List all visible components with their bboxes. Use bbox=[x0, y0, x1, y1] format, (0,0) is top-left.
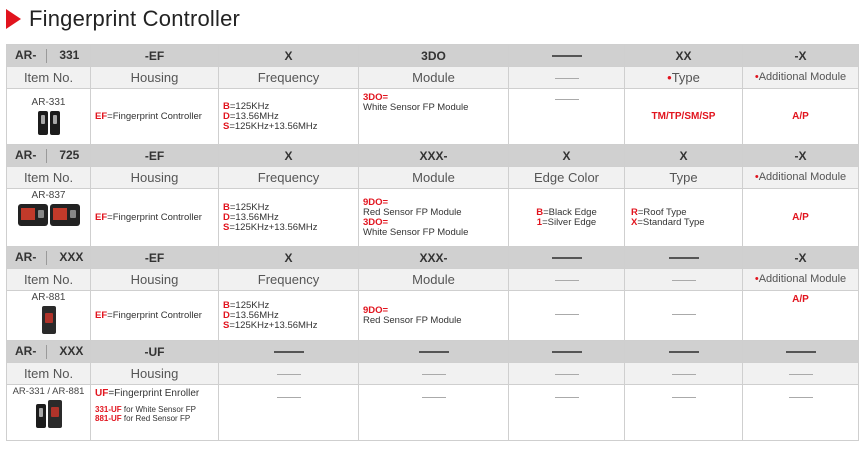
empty-value bbox=[625, 291, 743, 341]
label-empty bbox=[743, 363, 859, 385]
dash-icon bbox=[555, 99, 579, 100]
dash-icon bbox=[552, 257, 582, 259]
dash-icon bbox=[555, 314, 579, 315]
code-item: AR- 331 bbox=[7, 45, 91, 67]
label-empty bbox=[509, 363, 625, 385]
label-module: Module bbox=[359, 67, 509, 89]
empty-value bbox=[509, 385, 625, 441]
code-empty bbox=[509, 341, 625, 363]
label-module: Module bbox=[359, 269, 509, 291]
code-module: XXX- bbox=[359, 145, 509, 167]
empty-value bbox=[743, 385, 859, 441]
label-empty bbox=[509, 269, 625, 291]
device-image bbox=[50, 204, 80, 226]
empty-value bbox=[625, 385, 743, 441]
empty-value bbox=[509, 89, 625, 145]
frequency-values: B=125KHz D=13.56MHz S=125KHz+13.56MHz bbox=[219, 291, 359, 341]
dash-icon bbox=[672, 280, 696, 281]
label-frequency: Frequency bbox=[219, 67, 359, 89]
data-row-1 bbox=[7, 89, 859, 145]
label-row-4 bbox=[7, 363, 859, 385]
code-type: XX bbox=[625, 45, 743, 67]
empty-value bbox=[219, 385, 359, 441]
dash-icon bbox=[552, 351, 582, 353]
dash-icon bbox=[672, 397, 696, 398]
dash-icon bbox=[552, 55, 582, 57]
device-image bbox=[36, 404, 46, 428]
code-housing: -UF bbox=[91, 341, 219, 363]
code-housing: -EF bbox=[91, 145, 219, 167]
edge-values: B=Black Edge 1=Silver Edge bbox=[509, 189, 625, 247]
model-name: AR-837 bbox=[31, 190, 66, 201]
frequency-values: B=125KHz D=13.56MHz S=125KHz+13.56MHz bbox=[219, 89, 359, 145]
type-value: TM/TP/SM/SP bbox=[625, 89, 743, 145]
dash-icon bbox=[669, 257, 699, 259]
type-values: R=Roof Type X=Standard Type bbox=[625, 189, 743, 247]
code-module: XXX- bbox=[359, 247, 509, 269]
code-housing: -EF bbox=[91, 45, 219, 67]
device-image bbox=[18, 204, 48, 226]
model-cell bbox=[7, 189, 91, 247]
additional-value: A/P bbox=[743, 89, 859, 145]
label-empty bbox=[625, 269, 743, 291]
code-empty bbox=[743, 341, 859, 363]
label-empty bbox=[509, 67, 625, 89]
module-values: 9DO= Red Sensor FP Module 3DO= White Sensor FP Module bbox=[359, 189, 509, 247]
code-item: AR- XXX bbox=[7, 341, 91, 363]
code-frequency: X bbox=[219, 45, 359, 67]
model-name: AR-331 / AR-881 bbox=[12, 386, 85, 397]
code-row-1 bbox=[7, 45, 859, 67]
code-module: 3DO bbox=[359, 45, 509, 67]
model-cell bbox=[7, 385, 91, 441]
code-type: X bbox=[625, 145, 743, 167]
code-row-3 bbox=[7, 247, 859, 269]
dash-icon bbox=[555, 374, 579, 375]
housing-value: UF=Fingerprint Enroller 331-UF for White Sensor FP 881-UF for Red Sensor FP bbox=[91, 385, 219, 441]
label-row-3 bbox=[7, 269, 859, 291]
data-row-2 bbox=[7, 189, 859, 247]
label-module: Module bbox=[359, 167, 509, 189]
label-additional: •Additional Module bbox=[743, 67, 859, 89]
model-cell bbox=[7, 291, 91, 341]
model-name: AR-881 bbox=[31, 292, 66, 303]
spec-table bbox=[6, 44, 859, 441]
dash-icon bbox=[786, 351, 816, 353]
frequency-values: B=125KHz D=13.56MHz S=125KHz+13.56MHz bbox=[219, 189, 359, 247]
code-edge: X bbox=[509, 145, 625, 167]
code-item: AR- XXX bbox=[7, 247, 91, 269]
dash-icon bbox=[555, 397, 579, 398]
data-row-3 bbox=[7, 291, 859, 341]
label-type: Type bbox=[625, 167, 743, 189]
code-empty bbox=[509, 247, 625, 269]
dash-icon bbox=[672, 374, 696, 375]
device-image bbox=[48, 400, 62, 428]
label-item-no: Item No. bbox=[7, 167, 91, 189]
code-item: AR- 725 bbox=[7, 145, 91, 167]
model-name: AR-331 bbox=[31, 96, 66, 108]
label-empty bbox=[359, 363, 509, 385]
label-edge-color: Edge Color bbox=[509, 167, 625, 189]
dash-icon bbox=[669, 351, 699, 353]
label-frequency: Frequency bbox=[219, 167, 359, 189]
device-image bbox=[42, 306, 56, 334]
dash-icon bbox=[422, 374, 446, 375]
dash-icon bbox=[789, 397, 813, 398]
code-additional: -X bbox=[743, 45, 859, 67]
label-row-1 bbox=[7, 67, 859, 89]
data-row-4 bbox=[7, 385, 859, 441]
code-frequency: X bbox=[219, 247, 359, 269]
code-empty bbox=[509, 45, 625, 67]
device-image bbox=[50, 111, 60, 135]
page-header bbox=[0, 0, 863, 38]
code-empty bbox=[625, 247, 743, 269]
label-housing: Housing bbox=[91, 167, 219, 189]
label-additional: •Additional Module bbox=[743, 167, 859, 189]
page-title: Fingerprint Controller bbox=[29, 6, 241, 31]
label-frequency: Frequency bbox=[219, 269, 359, 291]
label-row-2 bbox=[7, 167, 859, 189]
label-housing: Housing bbox=[91, 67, 219, 89]
label-housing: Housing bbox=[91, 363, 219, 385]
code-housing: -EF bbox=[91, 247, 219, 269]
label-additional: •Additional Module bbox=[743, 269, 859, 291]
empty-value bbox=[509, 291, 625, 341]
dash-icon bbox=[419, 351, 449, 353]
model-cell bbox=[7, 89, 91, 145]
dash-icon bbox=[274, 351, 304, 353]
code-row-4 bbox=[7, 341, 859, 363]
code-empty bbox=[219, 341, 359, 363]
dash-icon bbox=[555, 280, 579, 281]
dash-icon bbox=[277, 374, 301, 375]
housing-value: EF=Fingerprint Controller bbox=[91, 89, 219, 145]
module-values: 3DO= White Sensor FP Module bbox=[359, 89, 509, 145]
empty-value bbox=[359, 385, 509, 441]
label-item-no: Item No. bbox=[7, 269, 91, 291]
label-item-no: Item No. bbox=[7, 363, 91, 385]
dash-icon bbox=[277, 397, 301, 398]
code-additional: -X bbox=[743, 145, 859, 167]
additional-value: A/P bbox=[743, 291, 859, 341]
code-additional: -X bbox=[743, 247, 859, 269]
code-empty bbox=[625, 341, 743, 363]
device-image bbox=[38, 111, 48, 135]
module-values: 9DO= Red Sensor FP Module bbox=[359, 291, 509, 341]
code-row-2 bbox=[7, 145, 859, 167]
dash-icon bbox=[672, 314, 696, 315]
label-empty bbox=[219, 363, 359, 385]
code-empty bbox=[359, 341, 509, 363]
additional-value: A/P bbox=[743, 189, 859, 247]
play-triangle-icon bbox=[6, 9, 21, 29]
code-frequency: X bbox=[219, 145, 359, 167]
label-housing: Housing bbox=[91, 269, 219, 291]
dash-icon bbox=[789, 374, 813, 375]
dash-icon bbox=[555, 78, 579, 79]
dash-icon bbox=[422, 397, 446, 398]
housing-value: EF=Fingerprint Controller bbox=[91, 189, 219, 247]
label-empty bbox=[625, 363, 743, 385]
label-type: •Type bbox=[625, 67, 743, 89]
label-item-no: Item No. bbox=[7, 67, 91, 89]
housing-value: EF=Fingerprint Controller bbox=[91, 291, 219, 341]
